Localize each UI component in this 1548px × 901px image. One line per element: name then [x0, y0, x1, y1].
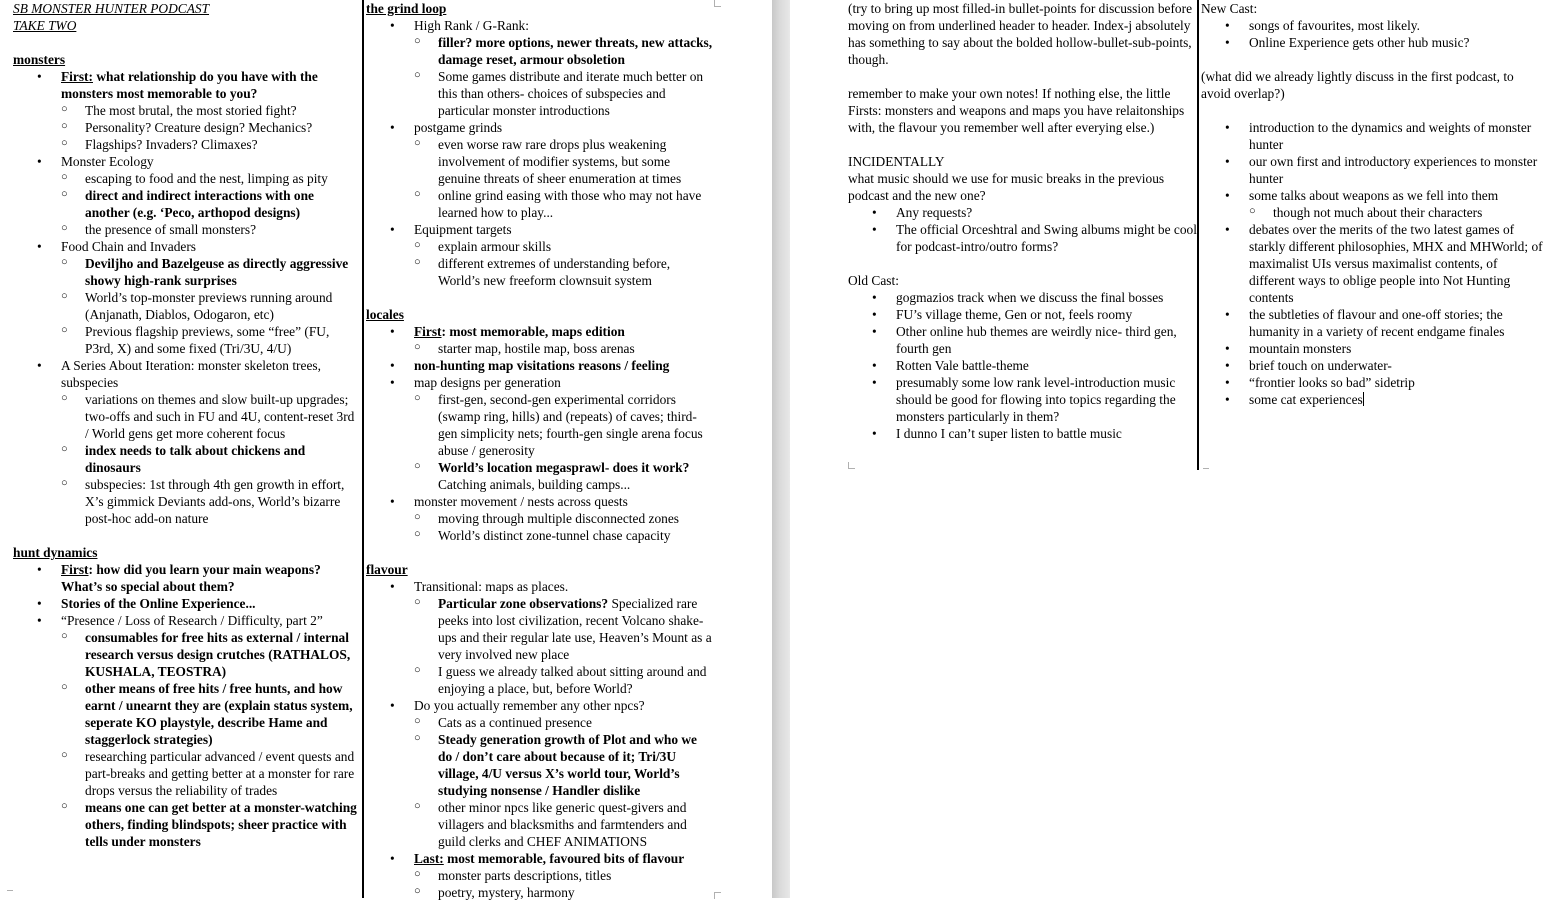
bullet-item[interactable]: [366, 323, 714, 340]
paragraph: (try to bring up most filled-in bullet-points for discussion before moving on from underlined header to header. Index-j absolutely has something to say about the bolded hollow-bullet-sub-points, though.: [848, 1, 1193, 67]
sub-bullet-item[interactable]: [366, 391, 714, 459]
bullet-text: [896, 324, 1177, 356]
bullet-text: [414, 18, 529, 33]
bullet-text: [61, 239, 196, 254]
bullet-text: [1249, 307, 1504, 339]
text-run: Specialized rare peeks into lost civilization, recent Volcano shake-ups and their regular late use, Heaven’s Mount as a very involved new place: [438, 596, 712, 662]
sub-bullet-item[interactable]: [13, 799, 361, 850]
sub-bullet-item[interactable]: [13, 119, 361, 136]
bullet-text: [438, 137, 681, 186]
text-column-4[interactable]: [1201, 0, 1545, 408]
text-run: Catching animals, building camps...: [438, 477, 631, 492]
text-run: Deviljho and Bazelgeuse as directly aggressive showy high-rank surprises: [85, 256, 349, 288]
bullet-text: [1249, 375, 1415, 390]
document-title: TAKE TWO: [13, 18, 77, 33]
bullet-text: [438, 664, 706, 696]
bullet-text: [414, 375, 561, 390]
section-heading: monsters: [13, 52, 66, 67]
bullet-text: [414, 324, 625, 339]
bullet-text: [438, 732, 697, 798]
sub-bullet-item[interactable]: [13, 629, 361, 680]
bullet-item[interactable]: [848, 306, 1198, 323]
sub-bullet-item[interactable]: [13, 323, 361, 357]
bullet-text: [896, 290, 1163, 305]
bullet-item[interactable]: [848, 425, 1198, 442]
bullet-text: [85, 800, 357, 849]
bullet-text: [1249, 341, 1351, 356]
bullet-text: [61, 562, 321, 594]
text-cursor: [1363, 392, 1364, 406]
text-run: other minor npcs like generic quest-givers and villagers and blacksmiths and farmtenders and guild clerks and CHEF ANIMATIONS: [438, 800, 687, 849]
bullet-item[interactable]: [1201, 17, 1545, 34]
bullet-text: [85, 137, 258, 152]
text-run: Other online hub themes are weirdly nice- third gen, fourth gen: [896, 324, 1177, 356]
text-run: High Rank / G-Rank:: [414, 18, 529, 33]
sub-bullet-item[interactable]: [13, 748, 361, 799]
sub-bullet-item[interactable]: [13, 680, 361, 748]
text-run: variations on themes and slow built-up upgrades; two-offs and such in FU and 4U, content-reset 3rd / World gens get more coherent focus: [85, 392, 355, 441]
bullet-list: [848, 289, 1198, 442]
sub-bullet-item[interactable]: [13, 187, 361, 221]
text-run: Some games distribute and iterate much better on this than others- choices of subspecies and particular monster introductions: [438, 69, 704, 118]
bullet-text: [438, 256, 670, 288]
text-column-1[interactable]: [13, 0, 361, 850]
paragraph: what music should we use for music breaks in the previous podcast and the new one?: [848, 171, 1165, 203]
sub-bullet-item[interactable]: [13, 221, 361, 238]
sub-bullet-item[interactable]: [366, 884, 714, 901]
bullet-text: [896, 307, 1132, 322]
text-run: introduction to the dynamics and weights of monster hunter: [1249, 120, 1532, 152]
bullet-text: [85, 392, 354, 441]
text-run: some talks about weapons as we fell into them: [1249, 188, 1499, 203]
sub-bullet-item[interactable]: [366, 714, 714, 731]
text-run: The official Orceshtral and Swing albums might be cool for podcast-intro/outro forms?: [896, 222, 1197, 254]
text-run: explain armour skills: [438, 239, 552, 254]
bullet-text: [438, 715, 592, 730]
bullet-item[interactable]: [366, 493, 714, 510]
bullet-text: [414, 698, 645, 713]
bullet-text: [1249, 188, 1498, 203]
sub-bullet-item[interactable]: [13, 136, 361, 153]
bullet-text: [1249, 35, 1470, 50]
bullet-item[interactable]: [366, 119, 714, 136]
bullet-text: [85, 171, 328, 186]
sub-bullet-item[interactable]: [366, 595, 714, 663]
bullet-item[interactable]: [848, 374, 1198, 425]
bullet-text: [61, 69, 318, 101]
text-run: some cat experiences: [1249, 392, 1363, 407]
sub-bullet-item[interactable]: [366, 799, 714, 850]
bullet-text: [438, 188, 701, 220]
page-gap: [772, 0, 790, 898]
text-run: monster parts descriptions, titles: [438, 868, 612, 883]
text-run: : most memorable, maps edition: [441, 324, 625, 339]
text-run: starter map, hostile map, boss arenas: [438, 341, 635, 356]
bullet-text: [414, 494, 628, 509]
sub-bullet-item[interactable]: [366, 527, 714, 544]
bullet-item[interactable]: [366, 17, 714, 34]
bullet-text: [61, 596, 256, 611]
bullet-text: [1249, 154, 1537, 186]
text-column-2[interactable]: [366, 0, 714, 901]
text-run: World’s distinct zone-tunnel chase capacity: [438, 528, 671, 543]
text-run: : how did you learn your main weapons? What’s so special about them?: [61, 562, 321, 594]
bullet-item[interactable]: [366, 697, 714, 714]
bullet-item[interactable]: [13, 595, 361, 612]
empty-line: [1201, 51, 1545, 68]
paragraph: (what did we already lightly discuss in the first podcast, to avoid overlap?): [1201, 69, 1514, 101]
text-run: debates over the merits of the two latest games of starkly different philosophies, MHX and MHWorld; of maximalist UIs versus maximalist contents, of different ways to oblige people into Not Hunting contents: [1249, 222, 1543, 305]
bullet-list: [1201, 119, 1545, 408]
bullet-text: [85, 256, 348, 288]
text-run: Do you actually remember any other npcs?: [414, 698, 645, 713]
text-run: even worse raw rare drops plus weakening involvement of modifier systems, but some genuine threats of sheer enumeration at times: [438, 137, 682, 186]
text-run: “frontier looks so bad” sidetrip: [1249, 375, 1415, 390]
sub-bullet-item[interactable]: [13, 102, 361, 119]
text-run: the subtleties of flavour and one-off stories; the humanity in a variety of recent endgame finales: [1249, 307, 1505, 339]
bullet-list: [13, 561, 361, 850]
bullet-item[interactable]: [366, 374, 714, 391]
bullet-text: [896, 205, 972, 220]
underlined-lead: First: [61, 562, 89, 577]
text-run: the presence of small monsters?: [85, 222, 257, 237]
text-run: Cats as a continued presence: [438, 715, 592, 730]
bullet-item[interactable]: [13, 68, 361, 102]
text-run: Online Experience gets other hub music?: [1249, 35, 1470, 50]
bullet-text: [85, 188, 314, 220]
bullet-text: [61, 358, 321, 390]
sub-bullet-item[interactable]: [366, 255, 714, 289]
bullet-text: [438, 511, 679, 526]
bullet-text: [438, 596, 712, 662]
bullet-item[interactable]: [848, 357, 1198, 374]
bullet-text: [414, 120, 502, 135]
document-title: SB MONSTER HUNTER PODCAST: [13, 1, 210, 16]
underlined-lead: Last:: [414, 851, 444, 866]
text-run: different extremes of understanding before, World’s new freeform clownsuit system: [438, 256, 671, 288]
sub-bullet-item[interactable]: [13, 289, 361, 323]
bullet-text: [1249, 392, 1364, 407]
bullet-item[interactable]: [1201, 306, 1545, 340]
text-run: filler? more options, newer threats, new attacks, damage reset, armour obsoletion: [438, 35, 713, 67]
text-column-3[interactable]: [848, 0, 1198, 442]
empty-line: [366, 544, 714, 561]
text-run: consumables for free hits as external / internal research versus design crutches (RATHALOS, KUSHALA, TEOSTRA): [85, 630, 351, 679]
bullet-text: [414, 358, 669, 373]
empty-line: [13, 34, 361, 51]
text-run: escaping to food and the nest, limping as pity: [85, 171, 328, 186]
empty-line: [848, 136, 1198, 153]
sub-bullet-item[interactable]: [1201, 204, 1545, 221]
bullet-text: [85, 324, 329, 356]
section-heading: the grind loop: [366, 1, 447, 16]
empty-line: [1201, 102, 1545, 119]
text-run: Rotten Vale battle-theme: [896, 358, 1029, 373]
bullet-list: [366, 17, 714, 289]
paragraph: INCIDENTALLY: [848, 154, 945, 169]
sub-bullet-item[interactable]: [13, 255, 361, 289]
section-heading: flavour: [366, 562, 408, 577]
bullet-item[interactable]: [366, 357, 714, 374]
text-run: FU’s village theme, Gen or not, feels roomy: [896, 307, 1133, 322]
margin-mark: [7, 890, 13, 897]
bullet-list: [848, 204, 1198, 255]
margin-mark: [714, 0, 721, 7]
text-run: monster movement / nests across quests: [414, 494, 628, 509]
underlined-lead: First:: [61, 69, 93, 84]
sub-bullet-item[interactable]: [366, 731, 714, 799]
text-run: moving through multiple disconnected zones: [438, 511, 679, 526]
empty-line: [13, 527, 361, 544]
sub-bullet-item[interactable]: [366, 867, 714, 884]
sub-bullet-item[interactable]: [366, 510, 714, 527]
bullet-item[interactable]: [848, 323, 1198, 357]
bullet-text: [1249, 222, 1543, 305]
text-run: mountain monsters: [1249, 341, 1352, 356]
sub-bullet-item[interactable]: [366, 238, 714, 255]
text-run: subspecies: 1st through 4th gen growth in effort, X’s gimmick Deviants add-ons, World’s bizarre post-hoc add-on nature: [85, 477, 345, 526]
empty-line: [848, 68, 1198, 85]
text-run: songs of favourites, most likely.: [1249, 18, 1420, 33]
sub-bullet-item[interactable]: [366, 459, 714, 493]
bullet-list: [366, 323, 714, 544]
sub-bullet-item[interactable]: [13, 476, 361, 527]
text-run: Any requests?: [896, 205, 973, 220]
bullet-text: [438, 392, 703, 458]
sub-bullet-item[interactable]: [366, 136, 714, 187]
bullet-item[interactable]: [13, 153, 361, 170]
text-run: Flagships? Invaders? Climaxes?: [85, 137, 258, 152]
empty-line: [366, 289, 714, 306]
sub-bullet-item[interactable]: [13, 170, 361, 187]
bullet-text: [414, 222, 512, 237]
bullet-text: [896, 358, 1029, 373]
text-run: non-hunting map visitations reasons / feeling: [414, 358, 670, 373]
bullet-text: [438, 35, 712, 67]
bullet-text: [85, 749, 354, 798]
bullet-text: [896, 426, 1122, 441]
bullet-item[interactable]: [1201, 153, 1545, 187]
text-run: The most brutal, the most storied fight?: [85, 103, 297, 118]
bullet-text: [438, 528, 670, 543]
section-heading: locales: [366, 307, 404, 322]
bullet-text: [1249, 358, 1392, 373]
bullet-item[interactable]: [1201, 34, 1545, 51]
bullet-item[interactable]: [366, 578, 714, 595]
bullet-text: [1249, 120, 1531, 152]
bullet-item[interactable]: [848, 204, 1198, 221]
text-run: researching particular advanced / event quests and part-breaks and getting better at a monster for rare drops versus the reliability of trades: [85, 749, 355, 798]
margin-mark: [1203, 462, 1209, 469]
sub-bullet-item[interactable]: [13, 391, 361, 442]
bullet-text: [1249, 18, 1420, 33]
bullet-item[interactable]: [13, 612, 361, 629]
bullet-text: [438, 341, 635, 356]
text-run: Food Chain and Invaders: [61, 239, 196, 254]
margin-mark: [848, 462, 855, 469]
text-run: Previous flagship previews, some “free” (FU, P3rd, X) and some fixed (Tri/3U, 4/U): [85, 324, 330, 356]
bullet-item[interactable]: [1201, 391, 1545, 408]
sub-bullet-item[interactable]: [366, 187, 714, 221]
bullet-text: [85, 120, 312, 135]
bullet-text: [61, 154, 154, 169]
text-run: poetry, mystery, harmony: [438, 885, 575, 900]
bullet-item[interactable]: [1201, 374, 1545, 391]
bullet-item[interactable]: [13, 561, 361, 595]
text-run: brief touch on underwater-: [1249, 358, 1392, 373]
empty-line: [848, 255, 1198, 272]
text-run: World’s top-monster previews running around (Anjanath, Diablos, Odogaron, etc): [85, 290, 333, 322]
bullet-text: [414, 579, 568, 594]
bullet-item[interactable]: [1201, 357, 1545, 374]
bullet-item[interactable]: [1201, 221, 1545, 306]
bullet-text: [438, 69, 703, 118]
text-run: means one can get better at a monster-watching others, finding blindspots; sheer practice with tells under monsters: [85, 800, 357, 849]
bullet-list: [13, 68, 361, 527]
bold-lead: World’s location megasprawl- does it work?: [438, 460, 690, 475]
bullet-text: [896, 375, 1176, 424]
bullet-text: [85, 222, 256, 237]
text-run: other means of free hits / free hunts, and how earnt / unearnt they are (explain status system, seperate KO playstyle, describe Hame and staggerlock strategies): [85, 681, 353, 747]
text-run: I guess we already talked about sitting around and enjoying a place, but, before World?: [438, 664, 707, 696]
text-run: though not much about their characters: [1273, 205, 1483, 220]
text-run: Steady generation growth of Plot and who we do / don’t care about because of it; Tri/3U village, 4/U versus X’s world tour, World’s studying nonsense / Handler dislike: [438, 732, 698, 798]
bullet-text: [85, 103, 297, 118]
bullet-list: [1201, 17, 1545, 51]
text-run: what relationship do you have with the monsters most memorable to you?: [61, 69, 318, 101]
text-run: most memorable, favoured bits of flavour: [443, 851, 685, 866]
paragraph: Old Cast:: [848, 273, 899, 288]
text-run: Personality? Creature design? Mechanics?: [85, 120, 313, 135]
bullet-text: [438, 800, 687, 849]
text-run: direct and indirect interactions with one another (e.g. ‘Peco, arthopod designs): [85, 188, 314, 220]
bullet-text: [85, 290, 332, 322]
bullet-item[interactable]: [13, 238, 361, 255]
bullet-text: [85, 443, 305, 475]
text-run: Stories of the Online Experience...: [61, 596, 256, 611]
sub-bullet-item[interactable]: [13, 442, 361, 476]
bullet-item[interactable]: [848, 221, 1198, 255]
text-run: Monster Ecology: [61, 154, 154, 169]
bullet-item[interactable]: [366, 850, 714, 867]
text-run: A Series About Iteration: monster skeleton trees, subspecies: [61, 358, 321, 390]
text-run: Transitional: maps as places.: [414, 579, 569, 594]
bullet-item[interactable]: [366, 221, 714, 238]
bullet-text: [61, 613, 323, 628]
paragraph: remember to make your own notes! If nothing else, the little Firsts: monsters and weapons and maps you have relaitonships with, the flavour you remember well after everying else.): [848, 86, 1185, 135]
text-run: our own first and introductory experiences to monster hunter: [1249, 154, 1538, 186]
bullet-text: [414, 851, 684, 866]
section-heading: hunt dynamics: [13, 545, 98, 560]
bullet-text: [438, 239, 551, 254]
bullet-item[interactable]: [13, 357, 361, 391]
text-run: presumably some low rank level-introduction music should be good for flowing into topics regarding the monsters particularly in them?: [896, 375, 1176, 424]
text-run: I dunno I can’t super listen to battle music: [896, 426, 1122, 441]
text-run: “Presence / Loss of Research / Difficulty, part 2”: [61, 613, 323, 628]
text-run: Equipment targets: [414, 222, 512, 237]
bullet-item[interactable]: [1201, 340, 1545, 357]
bullet-item[interactable]: [848, 289, 1198, 306]
bullet-list: [366, 578, 714, 901]
underlined-lead: First: [414, 324, 442, 339]
bullet-text: [85, 630, 350, 679]
bullet-text: [85, 477, 344, 526]
column-divider: [362, 0, 364, 898]
bullet-text: [85, 681, 353, 747]
sub-bullet-item[interactable]: [366, 340, 714, 357]
paragraph: New Cast:: [1201, 1, 1258, 16]
text-run: gogmazios track when we discuss the final bosses: [896, 290, 1164, 305]
text-run: map designs per generation: [414, 375, 561, 390]
bullet-item[interactable]: [1201, 119, 1545, 153]
bullet-text: [438, 868, 611, 883]
text-run: index needs to talk about chickens and dinosaurs: [85, 443, 306, 475]
bullet-item[interactable]: [1201, 187, 1545, 204]
sub-bullet-item[interactable]: [366, 663, 714, 697]
bullet-text: [896, 222, 1197, 254]
bullet-text: [438, 460, 689, 492]
sub-bullet-item[interactable]: [366, 68, 714, 119]
text-run: postgame grinds: [414, 120, 503, 135]
text-run: online grind easing with those who may not have learned how to play...: [438, 188, 702, 220]
text-run: first-gen, second-gen experimental corridors (swamp ring, hills) and (repeats) of caves; third-gen simplicity nets; fourth-gen single arena focus abuse / generosity: [438, 392, 703, 458]
bold-lead: Particular zone observations?: [438, 596, 609, 611]
sub-bullet-item[interactable]: [366, 34, 714, 68]
bullet-text: [1273, 205, 1482, 220]
